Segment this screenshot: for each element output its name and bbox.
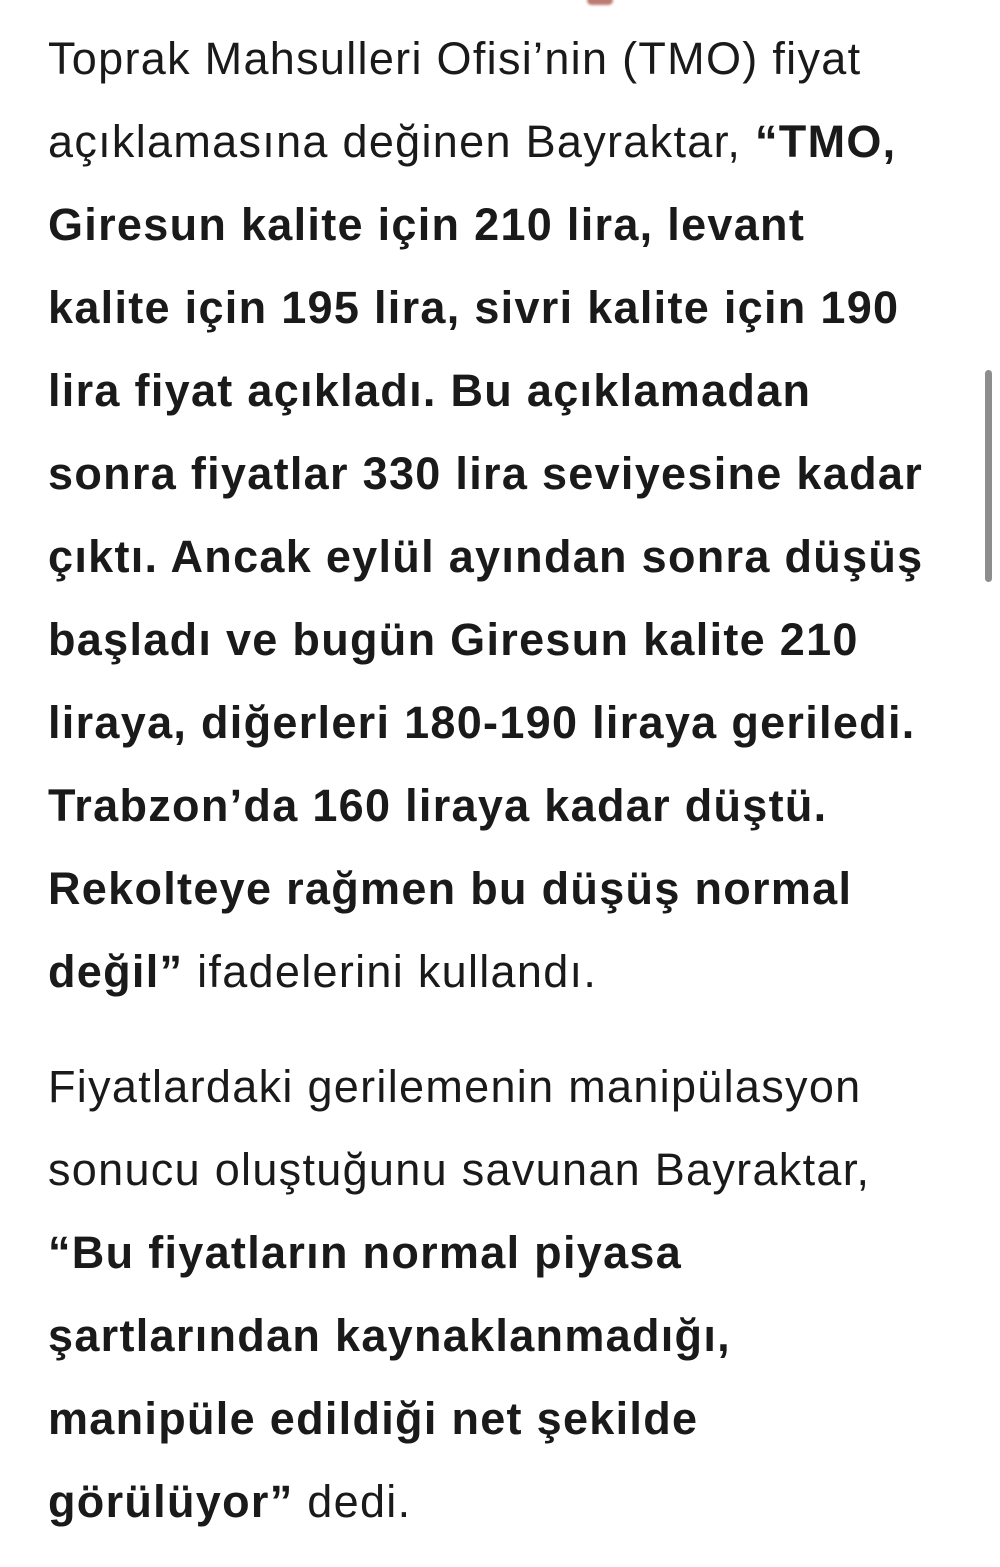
bold-text: liraya, diğerleri 180-190 liraya geriledi. (48, 697, 916, 748)
text-line (48, 847, 1000, 930)
bold-text: Rekolteye rağmen bu düşüş normal (48, 863, 853, 914)
regular-text: sonucu oluştuğunu savunan Bayraktar, (48, 1144, 871, 1195)
text-line (48, 681, 1000, 764)
paragraph-2 (48, 1045, 1000, 1543)
article-body (48, 17, 1000, 1543)
bold-text: kalite için 195 lira, sivri kalite için 190 (48, 282, 900, 333)
bold-text: çıktı. Ancak eylül ayından sonra düşüş (48, 531, 924, 582)
text-line (48, 349, 1000, 432)
text-line (48, 515, 1000, 598)
bold-text: lira fiyat açıkladı. Bu açıklamadan (48, 365, 812, 416)
bold-text: şartlarından kaynaklanmadığı, (48, 1310, 731, 1361)
bold-text: manipüle edildiği net şekilde (48, 1393, 699, 1444)
text-line (48, 598, 1000, 681)
text-line (48, 266, 1000, 349)
text-line (48, 1128, 1000, 1211)
paragraph-1 (48, 17, 1000, 1013)
text-line (48, 1211, 1000, 1294)
bold-text: başladı ve bugün Giresun kalite 210 (48, 614, 859, 665)
bold-text: sonra fiyatlar 330 lira seviyesine kadar (48, 448, 924, 499)
top-red-fragment (587, 0, 613, 5)
regular-text: Fiyatlardaki gerilemenin manipülasyon (48, 1061, 862, 1112)
regular-text: dedi. (293, 1476, 412, 1527)
bold-text: Trabzon’da 160 liraya kadar düştü. (48, 780, 828, 831)
text-line (48, 1377, 1000, 1460)
text-line (48, 1045, 1000, 1128)
bold-text: “TMO, (754, 116, 897, 167)
text-line (48, 17, 1000, 100)
text-line (48, 1460, 1000, 1543)
bold-text: “Bu fiyatların normal piyasa (48, 1227, 683, 1278)
text-line (48, 183, 1000, 266)
scrollbar-thumb[interactable] (985, 370, 992, 582)
regular-text: Toprak Mahsulleri Ofisi’nin (TMO) fiyat (48, 33, 862, 84)
text-line (48, 764, 1000, 847)
bold-text: görülüyor” (48, 1476, 294, 1527)
bold-text: Giresun kalite için 210 lira, levant (48, 199, 806, 250)
regular-text: açıklamasına değinen Bayraktar, (48, 116, 755, 167)
text-line (48, 1294, 1000, 1377)
bold-text: değil” (48, 946, 184, 997)
regular-text: ifadelerini kullandı. (183, 946, 598, 997)
text-line (48, 930, 1000, 1013)
text-line (48, 432, 1000, 515)
text-line (48, 100, 1000, 183)
